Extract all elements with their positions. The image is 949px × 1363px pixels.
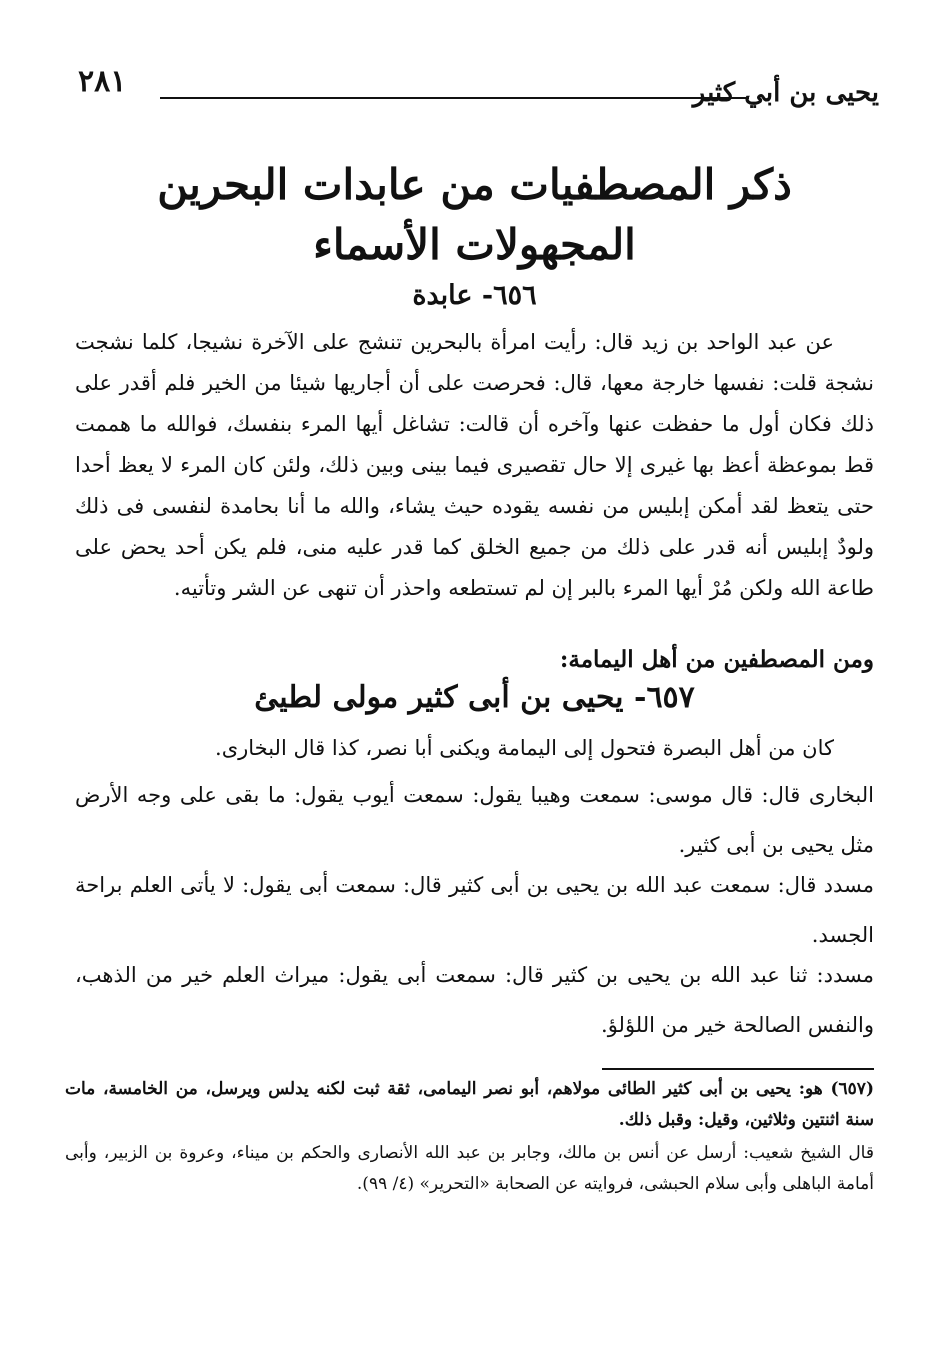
footnote-text: قال الشيخ شعيب: أرسل عن أنس بن مالك، وجابر بن عبد الله الأنصارى والحكم بن ميناء، وعروة بن الزبير، وأبى أمامة الباهلى وأبى سلام الحبشى، فروايته عن الصحابة «التحرير» (٤/ ٩٩). xyxy=(65,1143,874,1194)
entry-656-text: عن عبد الواحد بن زيد قال: رأيت امرأة بالبحرين تنشج على الآخرة نشيجا، كلما نشجت نشجة قلت: نفسها خارجة معها، قال: فحرصت على أن أجاريها شيئا من الخير فلم أقدر على ذلك فكان أول ما حفظت عنها وآخره أن قالت: تشاغل أيها المرء بنفسك، فوالله ما هممت قط بموعظة أعظ بها غيرى إلا حال تقصيرى فيما بينى وبين ذلك، ولئن كان المرء لا يعظ أحدا حتى يتعظ لقد أمكن إبليس من نفسه يقوده حيث يشاء، والله ما أنا بحامدة لنفسى فى ذلك ولودٌ إبليس أنه قدر على ذلك من جميع الخلق كما قدر عليه منى، فلم يكن أحد يحض على طاعة الله ولكن مُرْ أيها المرء بالبر إن لم تستطعه واحذر أن تنهى عن الشر وتأتيه. xyxy=(75,330,874,600)
header-rule xyxy=(160,97,749,99)
entry-657-para-2: البخارى قال: قال موسى: سمعت وهيبا يقول: سمعت أيوب يقول: ما بقى على وجه الأرض مثل يحيى بن أبى كثير. xyxy=(75,783,874,857)
entry-657-para-1: كان من أهل البصرة فتحول إلى اليمامة ويكنى أبا نصر، كذا قال البخارى. xyxy=(215,736,834,760)
entry-657-heading: ٦٥٧- يحيى بن أبى كثير مولى لطيئ xyxy=(254,680,695,715)
section-title-line2: المجهولات الأسماء xyxy=(313,220,636,269)
footnote-rule xyxy=(602,1068,874,1070)
entry-657-para-4: مسدد: ثنا عبد الله بن يحيى بن كثير قال: سمعت أبى يقول: ميراث العلم خير من الذهب، والنفس الصالحة خير من اللؤلؤ. xyxy=(75,963,874,1037)
page-number: ٢٨١ xyxy=(78,64,127,99)
section-title-line1: ذكر المصطفيات من عابدات البحرين xyxy=(157,160,792,209)
entry-657-para-3: مسدد قال: سمعت عبد الله بن يحيى بن أبى كثير قال: سمعت أبى يقول: لا يأتى العلم براحة الجسد. xyxy=(75,873,874,947)
yamama-label: ومن المصطفين من أهل اليمامة: xyxy=(559,646,874,673)
running-header-title: يحيى بن أبي كثير xyxy=(692,78,879,108)
footnote-bold: (٦٥٧) هو: يحيى بن أبى كثير الطائى مولاهم، أبو نصر اليمامى، ثقة ثبت لكنه يدلس ويرسل، من الخامسة، مات سنة اثنتين وثلاثين، وقيل: وقبل ذلك. xyxy=(65,1079,874,1130)
entry-656-heading: ٦٥٦- عابدة xyxy=(412,280,537,311)
